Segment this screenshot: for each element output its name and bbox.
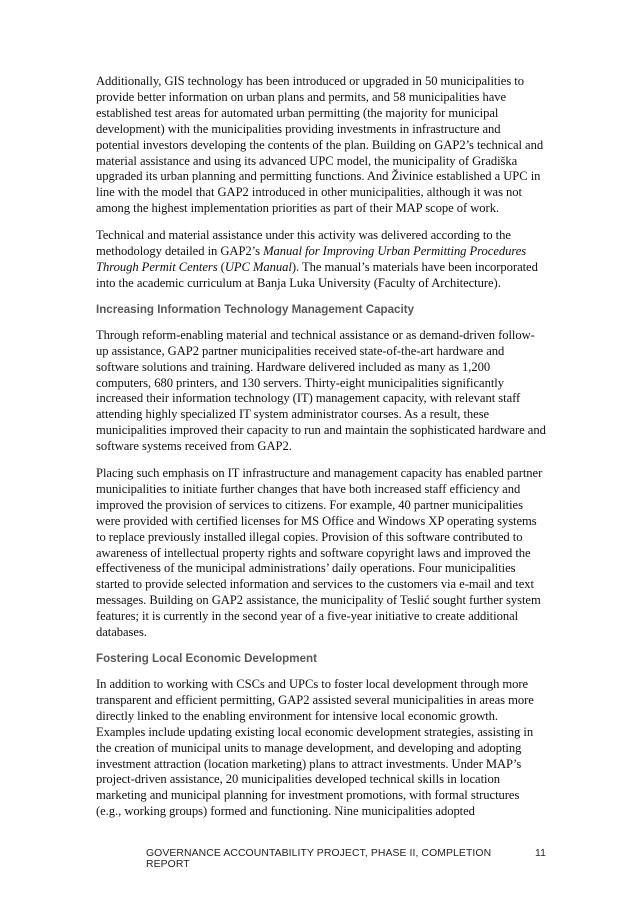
paragraph-it-emphasis: Placing such emphasis on IT infrastructure and management capacity has enabled partner municipalities to initiate further changes that have both increased staff efficiency and improved the provision of services to citizens. For example, 40 partner municipalities were provided with certified licenses for MS Office and Windows XP operating systems to replace previously installed illegal copies. Provision of this software contributed to awareness of intellectual property rights and software copyright laws and improved the effectiveness of the municipal administrations’ daily operations. Four municipalities started to provide selected information and services to the customers via e-mail and text messages. Building on GAP2 assistance, the municipality of Teslić sought further system features; it is currently in the second year of a five-year initiative to create additional databases.: [96, 466, 543, 640]
section-heading-it: Increasing Information Technology Management Capacity: [96, 302, 415, 316]
footer-title: GOVERNANCE ACCOUNTABILITY PROJECT, PHASE II, COMPLETION REPORT: [146, 848, 492, 870]
paragraph-gis: Additionally, GIS technology has been introduced or upgraded in 50 municipalities to provide better information on urban plans and permits, and 58 municipalities have established test areas for automated urban permitting (the majority for municipal development) with the municipalities providing investments in infrastructure and potential investors developing the contents of the plan. Building on GAP2’s technical and material assistance and using its advanced UPC model, the municipality of Gradiška upgraded its urban planning and permitting functions. And Živinice established a UPC in line with the model that GAP2 introduced in other municipalities, although it was not among the highest implementation priorities as part of their MAP scope of work.: [96, 74, 544, 216]
manual-title: Manual for Improving Urban Permitting Procedures Through Permit Centers: [96, 244, 527, 274]
paragraph-economic-development: In addition to working with CSCs and UPCs to foster local development through more transparent and efficient permitting, GAP2 assisted several municipalities in areas more directly linked to the enabling environment for intensive local economic growth. Examples include updating existing local economic development strategies, assisting in the creation of municipal units to manage development, and developing and adopting investment attraction (location marketing) plans to attract investments. Under MAP’s project-driven assistance, 20 municipalities developed technical skills in location marketing and municipal planning for investment promotions, with formal structures (e.g., working groups) formed and functioning. Nine municipalities adopted: [96, 677, 534, 819]
page-number: 11: [535, 848, 546, 859]
page-footer: [146, 848, 546, 870]
methodology-text-c: ). The manual’s materials have been incorporated into the academic curriculum at Banja Luka University (Faculty of Architecture).: [96, 259, 538, 290]
paragraph-methodology: [96, 228, 546, 292]
methodology-text-b: (: [217, 259, 225, 274]
section-heading-economic: Fostering Local Economic Development: [96, 652, 317, 665]
upc-manual-title: UPC Manual: [224, 259, 292, 274]
page-body: [96, 74, 546, 831]
paragraph-it-assistance: Through reform-enabling material and technical assistance or as demand-driven follow-up assistance, GAP2 partner municipalities received state-of-the-art hardware and software solutions and training. Hardware delivered included as many as 1,200 computers, 680 printers, and 130 servers. Thirty-eight municipalities significantly increased their information technology (IT) management capacity, with relevant staff attending highly specialized IT system administrator courses. As a result, these municipalities improved their capacity to run and maintain the sophisticated hardware and software systems received from GAP2.: [96, 327, 546, 454]
methodology-text-a: Technical and material assistance under this activity was delivered according to the methodology detailed in GAP2’s: [96, 228, 511, 259]
